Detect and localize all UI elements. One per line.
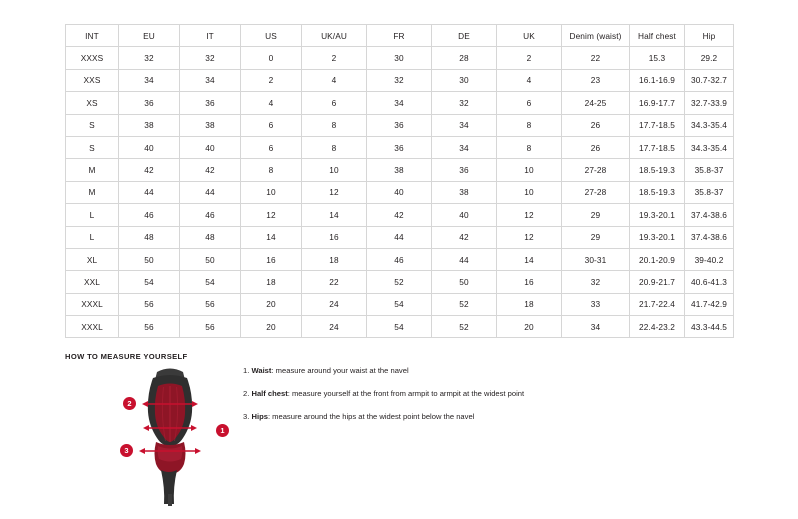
cell: XXXL [66, 293, 119, 315]
measure-term-hips: Hips [251, 412, 268, 421]
table-row [66, 114, 734, 136]
cell: 36 [367, 114, 432, 136]
cell: 40 [367, 181, 432, 203]
cell: 32.7-33.9 [685, 92, 734, 114]
cell: 12 [241, 204, 302, 226]
cell: XS [66, 92, 119, 114]
cell: 36 [367, 136, 432, 158]
cell: 24 [302, 293, 367, 315]
cell: 18 [241, 271, 302, 293]
cell: 16 [241, 248, 302, 270]
table-row [66, 159, 734, 181]
cell: M [66, 181, 119, 203]
table-row [66, 47, 734, 69]
cell: 8 [497, 136, 562, 158]
size-chart-table-wrapper [65, 24, 733, 338]
cell: 32 [367, 69, 432, 91]
cell: 34 [367, 92, 432, 114]
cell: 6 [241, 136, 302, 158]
cell: 12 [497, 226, 562, 248]
measure-term-waist: Waist [251, 366, 272, 375]
cell: XXS [66, 69, 119, 91]
cell: 12 [497, 204, 562, 226]
cell: 52 [367, 271, 432, 293]
cell: 34 [562, 316, 630, 338]
cell: XXXS [66, 47, 119, 69]
cell: 2 [497, 47, 562, 69]
cell: 4 [302, 69, 367, 91]
measure-instruction-hips [243, 412, 474, 421]
cell: 35.8-37 [685, 159, 734, 181]
cell: 23 [562, 69, 630, 91]
cell: 40 [432, 204, 497, 226]
cell: 16.9-17.7 [630, 92, 685, 114]
cell: 46 [119, 204, 180, 226]
table-row [66, 316, 734, 338]
measure-text-half-chest: : measure yourself at the front from armpit to armpit at the widest point [287, 389, 525, 398]
column-header-us: US [241, 25, 302, 47]
cell: 32 [119, 47, 180, 69]
cell: 24-25 [562, 92, 630, 114]
mannequin-illustration [95, 366, 245, 506]
column-header-eu: EU [119, 25, 180, 47]
cell: 41.7-42.9 [685, 293, 734, 315]
cell: 4 [497, 69, 562, 91]
cell: 54 [367, 293, 432, 315]
cell: 56 [180, 316, 241, 338]
cell: 6 [497, 92, 562, 114]
size-chart-body [66, 47, 734, 338]
cell: 8 [241, 159, 302, 181]
cell: 20.1-20.9 [630, 248, 685, 270]
cell: 42 [119, 159, 180, 181]
cell: 29.2 [685, 47, 734, 69]
cell: 54 [119, 271, 180, 293]
cell: 10 [497, 159, 562, 181]
cell: 48 [119, 226, 180, 248]
cell: 30.7-32.7 [685, 69, 734, 91]
cell: 34.3-35.4 [685, 136, 734, 158]
cell: 44 [432, 248, 497, 270]
cell: 19.3-20.1 [630, 226, 685, 248]
cell: 40 [180, 136, 241, 158]
cell: 12 [302, 181, 367, 203]
table-row [66, 226, 734, 248]
size-chart-table [65, 24, 734, 338]
cell: 18.5-19.3 [630, 159, 685, 181]
cell: 30 [367, 47, 432, 69]
table-row [66, 181, 734, 203]
cell: 38 [180, 114, 241, 136]
cell: 24 [302, 316, 367, 338]
cell: 38 [119, 114, 180, 136]
cell: 34 [119, 69, 180, 91]
measure-text-hips: : measure around the hips at the widest point below the navel [267, 412, 475, 421]
cell: 29 [562, 226, 630, 248]
size-chart-header [66, 25, 734, 47]
column-header-uk: UK [497, 25, 562, 47]
how-to-measure-section [65, 366, 735, 506]
measure-instruction-waist [243, 366, 409, 375]
cell: 21.7-22.4 [630, 293, 685, 315]
cell: 14 [497, 248, 562, 270]
cell: 8 [497, 114, 562, 136]
cell: 29 [562, 204, 630, 226]
measure-marker-2: 2 [123, 397, 136, 410]
table-row [66, 69, 734, 91]
cell: 14 [241, 226, 302, 248]
cell: 6 [241, 114, 302, 136]
cell: XXL [66, 271, 119, 293]
cell: 4 [241, 92, 302, 114]
cell: 50 [119, 248, 180, 270]
cell: 56 [119, 316, 180, 338]
cell: 36 [180, 92, 241, 114]
table-row [66, 136, 734, 158]
cell: 50 [180, 248, 241, 270]
cell: 42 [432, 226, 497, 248]
cell: 54 [180, 271, 241, 293]
cell: 26 [562, 114, 630, 136]
cell: S [66, 136, 119, 158]
column-header-fr: FR [367, 25, 432, 47]
cell: 42 [180, 159, 241, 181]
cell: 34.3-35.4 [685, 114, 734, 136]
table-row [66, 92, 734, 114]
cell: 35.8-37 [685, 181, 734, 203]
cell: 38 [367, 159, 432, 181]
measure-marker-1: 1 [216, 424, 229, 437]
table-row [66, 271, 734, 293]
cell: 18 [302, 248, 367, 270]
cell: 44 [367, 226, 432, 248]
column-header-hip: Hip [685, 25, 734, 47]
cell: 16 [497, 271, 562, 293]
measure-number-2: 2. [243, 389, 250, 398]
cell: 16 [302, 226, 367, 248]
cell: 30-31 [562, 248, 630, 270]
cell: 44 [119, 181, 180, 203]
cell: 56 [180, 293, 241, 315]
cell: 52 [432, 316, 497, 338]
cell: 28 [432, 47, 497, 69]
column-header-it: IT [180, 25, 241, 47]
column-header-de: DE [432, 25, 497, 47]
cell: 40.6-41.3 [685, 271, 734, 293]
cell: 34 [180, 69, 241, 91]
cell: 0 [241, 47, 302, 69]
cell: 43.3-44.5 [685, 316, 734, 338]
cell: 20 [497, 316, 562, 338]
column-header-denim-waist: Denim (waist) [562, 25, 630, 47]
cell: L [66, 226, 119, 248]
cell: 6 [302, 92, 367, 114]
column-header-int: INT [66, 25, 119, 47]
cell: 19.3-20.1 [630, 204, 685, 226]
cell: 42 [367, 204, 432, 226]
cell: 10 [497, 181, 562, 203]
cell: 27-28 [562, 159, 630, 181]
cell: XL [66, 248, 119, 270]
cell: 20 [241, 316, 302, 338]
measure-marker-3: 3 [120, 444, 133, 457]
table-row [66, 204, 734, 226]
cell: 33 [562, 293, 630, 315]
column-header-half-chest: Half chest [630, 25, 685, 47]
cell: 37.4-38.6 [685, 204, 734, 226]
cell: 10 [302, 159, 367, 181]
cell: 18 [497, 293, 562, 315]
cell: 32 [562, 271, 630, 293]
cell: 2 [302, 47, 367, 69]
measure-number-3: 3. [243, 412, 250, 421]
cell: 48 [180, 226, 241, 248]
cell: 22 [562, 47, 630, 69]
cell: 20 [241, 293, 302, 315]
column-header-uk-au: UK/AU [302, 25, 367, 47]
measure-term-half-chest: Half chest [251, 389, 288, 398]
cell: 36 [432, 159, 497, 181]
cell: 27-28 [562, 181, 630, 203]
cell: S [66, 114, 119, 136]
cell: 39-40.2 [685, 248, 734, 270]
measure-instruction-half-chest [243, 389, 524, 398]
cell: 40 [119, 136, 180, 158]
cell: XXXL [66, 316, 119, 338]
cell: 46 [180, 204, 241, 226]
table-row [66, 248, 734, 270]
cell: 2 [241, 69, 302, 91]
measure-text-waist: : measure around your waist at the navel [271, 366, 409, 375]
cell: 10 [241, 181, 302, 203]
cell: 32 [432, 92, 497, 114]
cell: 37.4-38.6 [685, 226, 734, 248]
cell: 20.9-21.7 [630, 271, 685, 293]
cell: 16.1-16.9 [630, 69, 685, 91]
cell: L [66, 204, 119, 226]
cell: 32 [180, 47, 241, 69]
cell: 34 [432, 136, 497, 158]
cell: M [66, 159, 119, 181]
table-row [66, 293, 734, 315]
cell: 36 [119, 92, 180, 114]
cell: 17.7-18.5 [630, 136, 685, 158]
cell: 17.7-18.5 [630, 114, 685, 136]
cell: 38 [432, 181, 497, 203]
cell: 46 [367, 248, 432, 270]
cell: 8 [302, 114, 367, 136]
cell: 26 [562, 136, 630, 158]
cell: 22.4-23.2 [630, 316, 685, 338]
cell: 18.5-19.3 [630, 181, 685, 203]
cell: 34 [432, 114, 497, 136]
cell: 22 [302, 271, 367, 293]
cell: 52 [432, 293, 497, 315]
cell: 54 [367, 316, 432, 338]
cell: 44 [180, 181, 241, 203]
cell: 15.3 [630, 47, 685, 69]
cell: 30 [432, 69, 497, 91]
cell: 56 [119, 293, 180, 315]
cell: 8 [302, 136, 367, 158]
measure-number-1: 1. [243, 366, 250, 375]
how-to-measure-title: HOW TO MEASURE YOURSELF [65, 352, 188, 361]
cell: 14 [302, 204, 367, 226]
cell: 50 [432, 271, 497, 293]
table-header-row [66, 25, 734, 47]
